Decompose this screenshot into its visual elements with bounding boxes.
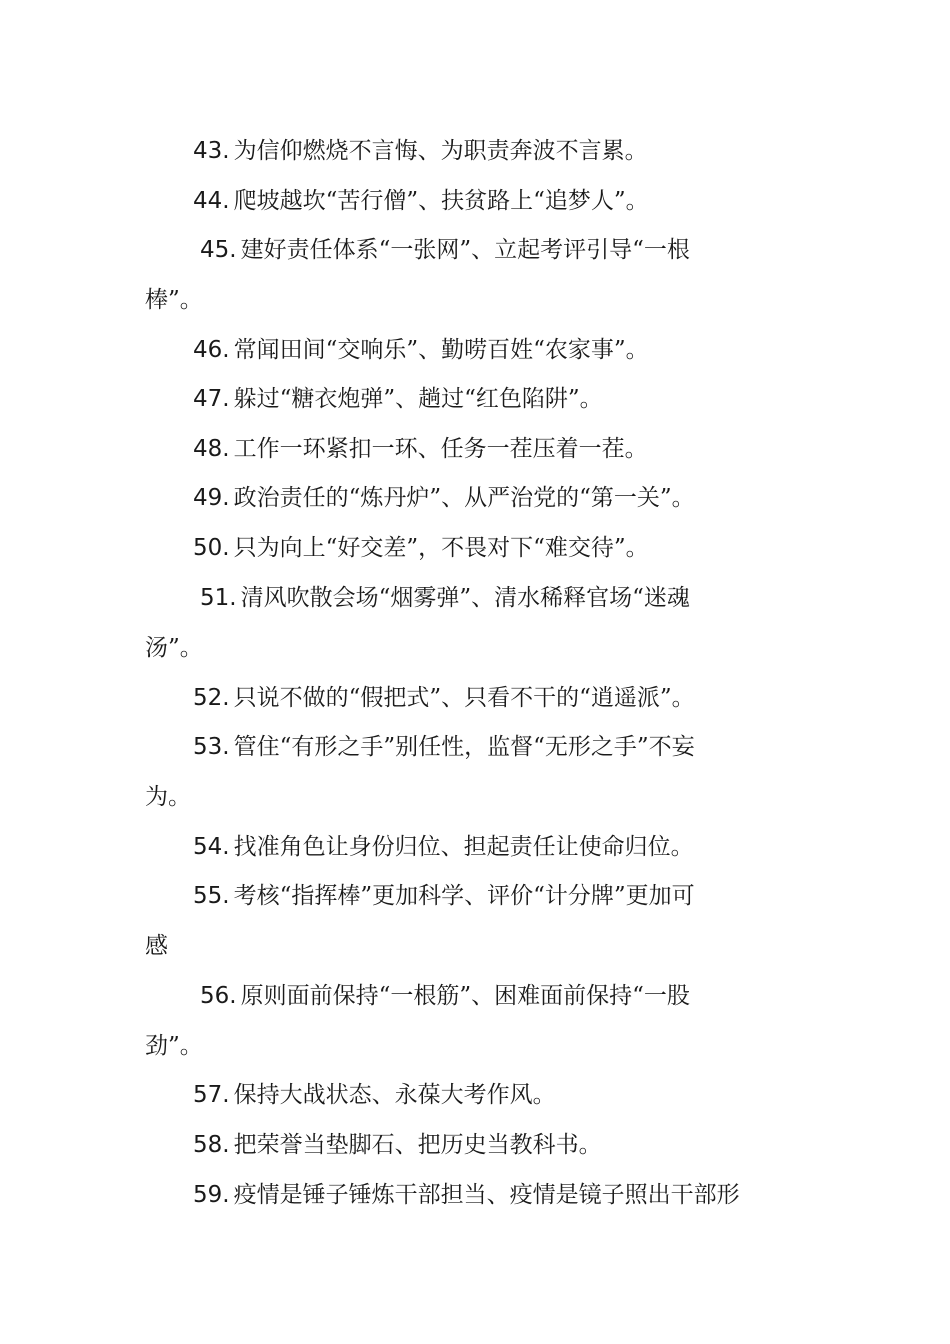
item-text: 把荣誉当垫脚石、把历史当教科书。 <box>233 1132 602 1158</box>
item-text: 建好责任体系“一张网”、立起考评引导“一根 <box>240 237 690 263</box>
list-item <box>193 483 695 513</box>
list-item <box>193 1080 556 1110</box>
item-number: 46. <box>193 337 230 363</box>
list-item <box>193 335 649 365</box>
item-text: 考核“指挥棒”更加科学、评价“计分牌”更加可 <box>233 883 695 909</box>
item-text: 原则面前保持“一根筋”、困难面前保持“一股 <box>240 983 690 1009</box>
item-text: 躲过“糖衣炮弹”、趟过“红色陷阱”。 <box>233 386 603 412</box>
list-item-continuation <box>145 633 203 663</box>
list-item-continuation <box>145 782 191 812</box>
item-number: 47. <box>193 386 230 412</box>
item-text: 为信仰燃烧不言悔、为职责奔波不言累。 <box>233 138 648 164</box>
item-number: 45. <box>200 237 237 263</box>
list-item-continuation <box>145 285 203 315</box>
list-item-continuation <box>145 1031 203 1061</box>
list-item <box>193 434 648 464</box>
item-text-continued: 棒”。 <box>145 287 203 313</box>
item-number: 57. <box>193 1082 230 1108</box>
list-item <box>193 186 649 216</box>
item-number: 49. <box>193 485 230 511</box>
item-number: 43. <box>193 138 230 164</box>
item-text-continued: 汤”。 <box>145 635 203 661</box>
list-item <box>200 583 690 613</box>
item-text: 工作一环紧扣一环、任务一茬压着一茬。 <box>233 436 648 462</box>
item-text: 清风吹散会场“烟雾弹”、清水稀释官场“迷魂 <box>240 585 690 611</box>
list-item <box>193 732 695 762</box>
item-text: 爬坡越坎“苦行僧”、扶贫路上“追梦人”。 <box>233 188 649 214</box>
item-number: 50. <box>193 535 230 561</box>
item-text: 保持大战状态、永葆大考作风。 <box>233 1082 556 1108</box>
item-text: 政治责任的“炼丹炉”、从严治党的“第一关”。 <box>233 485 695 511</box>
item-number: 55. <box>193 883 230 909</box>
list-item <box>193 1130 602 1160</box>
list-item <box>200 235 690 265</box>
item-number: 48. <box>193 436 230 462</box>
item-text-continued: 劲”。 <box>145 1033 203 1059</box>
item-text: 疫情是锤子锤炼干部担当、疫情是镜子照出干部形 <box>233 1182 740 1208</box>
item-number: 59. <box>193 1182 230 1208</box>
list-item <box>193 881 695 911</box>
item-text: 找准角色让身份归位、担起责任让使命归位。 <box>233 834 694 860</box>
item-text: 只说不做的“假把式”、只看不干的“逍遥派”。 <box>233 685 695 711</box>
list-item <box>200 981 690 1011</box>
list-item <box>193 1180 740 1210</box>
list-item <box>193 832 694 862</box>
item-number: 58. <box>193 1132 230 1158</box>
item-text: 管住“有形之手”别任性，监督“无形之手”不妄 <box>233 734 695 760</box>
item-text: 常闻田间“交响乐”、勤唠百姓“农家事”。 <box>233 337 649 363</box>
list-item <box>193 384 603 414</box>
list-item <box>193 136 648 166</box>
item-number: 51. <box>200 585 237 611</box>
item-text-continued: 感 <box>145 933 168 959</box>
item-number: 53. <box>193 734 230 760</box>
item-text: 只为向上“好交差”，不畏对下“难交待”。 <box>233 535 649 561</box>
item-number: 52. <box>193 685 230 711</box>
item-text-continued: 为。 <box>145 784 191 810</box>
item-number: 44. <box>193 188 230 214</box>
item-number: 56. <box>200 983 237 1009</box>
item-number: 54. <box>193 834 230 860</box>
list-item-continuation <box>145 931 168 961</box>
list-item <box>193 533 649 563</box>
list-item <box>193 683 695 713</box>
